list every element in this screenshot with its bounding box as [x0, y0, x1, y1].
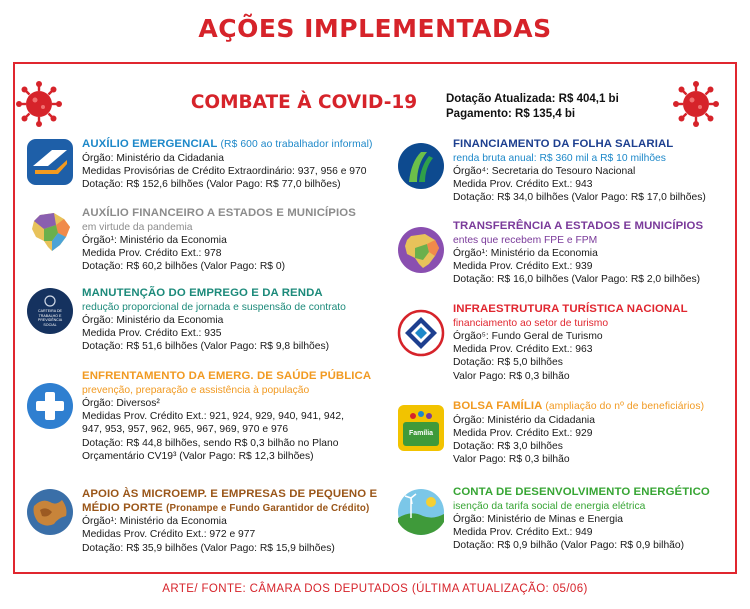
item-subtitle: em virtude da pandemia — [82, 221, 193, 233]
item-line: Dotação: R$ 34,0 bilhões (Valor Pago: R$ 17,0 bilhões) — [453, 192, 706, 204]
budget-totals — [446, 92, 619, 122]
item-title: TRANSFERÊNCIA A ESTADOS E MUNICÍPIOS — [453, 220, 704, 232]
item-line: Órgão: Diversos² — [82, 397, 160, 409]
action-conta-energetica — [397, 486, 710, 553]
health-cross-icon — [26, 382, 74, 430]
item-line: Dotação: R$ 44,8 bilhões, sendo R$ 0,3 bilhão no Plano — [82, 437, 339, 449]
action-folha-salarial — [397, 138, 706, 205]
action-auxilio-estados — [26, 207, 356, 274]
item-title: FINANCIAMENTO DA FOLHA SALARIAL — [453, 138, 674, 150]
brazil-map-icon — [26, 207, 74, 255]
item-line: Medida Prov. Crédito Ext.: 929 — [453, 427, 593, 439]
action-infraestrutura-turistica — [397, 303, 688, 383]
item-line: Medidas Provisórias de Crédito Extraordinário: 937, 956 e 970 — [82, 165, 367, 177]
action-auxilio-emergencial — [26, 138, 373, 191]
item-line: Medidas Prov. Crédito Ext.: 921, 924, 929, 940, 941, 942, — [82, 411, 344, 423]
item-line: Medida Prov. Crédito Ext.: 935 — [82, 328, 222, 340]
item-title-cont: MÉDIO PORTE (Pronampe e Fundo Garantidor de Crédito) — [82, 501, 370, 514]
item-line: Valor Pago: R$ 0,3 bilhão — [453, 454, 570, 466]
item-subtitle: isenção da tarifa social de energia elétrica — [453, 500, 646, 512]
source-footer: ARTE/ FONTE: CÂMARA DOS DEPUTADOS (ÚLTIMA ATUALIZAÇÃO: 05/06) — [162, 583, 588, 595]
item-line: Órgão¹: Ministério da Economia — [453, 247, 598, 259]
item-title: AUXÍLIO FINANCEIRO A ESTADOS E MUNICÍPIOS — [82, 207, 356, 219]
item-title: MANUTENÇÃO DO EMPREGO E DA RENDA — [82, 287, 323, 299]
item-line: Dotação: R$ 0,9 bilhão (Valor Pago: R$ 0,9 bilhão) — [453, 540, 685, 552]
bndes-logo-icon — [397, 142, 445, 190]
fungetur-logo-icon — [397, 309, 445, 357]
virus-icon — [673, 81, 719, 127]
action-bolsa-familia — [397, 400, 704, 467]
ctps-logo-text: CARTEIRA DE TRABALHO E PREVIDÊNCIA SOCIAL — [37, 309, 63, 327]
caixa-logo-icon — [26, 138, 74, 186]
item-line: Órgão: Ministério da Cidadania — [453, 414, 595, 426]
item-title: INFRAESTRUTURA TURÍSTICA NACIONAL — [453, 303, 688, 315]
item-line: Dotação: R$ 5,0 bilhões — [453, 357, 563, 369]
item-subtitle: redução proporcional de jornada e suspensão de contrato — [82, 301, 346, 313]
item-line: 947, 953, 957, 962, 965, 967, 969, 970 e 976 — [82, 424, 289, 436]
virus-icon — [16, 81, 62, 127]
action-manutencao-emprego — [26, 287, 346, 354]
item-title: APOIO ÀS MICROEMP. E EMPRESAS DE PEQUENO E — [82, 488, 378, 500]
page-title: AÇÕES IMPLEMENTADAS — [198, 14, 552, 43]
item-line: Órgão: Ministério de Minas e Energia — [453, 513, 623, 525]
item-line: Órgão¹: Ministério da Economia — [82, 516, 227, 528]
item-subtitle: prevenção, preparação e assistência à população — [82, 384, 310, 396]
item-line: Órgão⁴: Secretaria do Tesouro Nacional — [453, 165, 636, 177]
item-title: ENFRENTAMENTO DA EMERG. DE SAÚDE PÚBLICA — [82, 370, 372, 382]
item-line: Medida Prov. Crédito Ext.: 978 — [82, 248, 222, 260]
item-line: Dotação: R$ 60,2 bilhões (Valor Pago: R$ 0) — [82, 261, 286, 273]
item-line: Medida Prov. Crédito Ext.: 949 — [453, 527, 593, 539]
energy-landscape-icon — [397, 488, 445, 536]
item-line: Orçamentário CV19³ (Valor Pago: R$ 12,3 bilhões) — [82, 451, 314, 463]
action-saude-publica — [26, 370, 371, 463]
item-line: Dotação: R$ 3,0 bilhões — [453, 441, 563, 453]
item-subtitle: financiamento ao setor de turismo — [453, 317, 609, 329]
item-title: BOLSA FAMÍLIA (ampliação do nº de beneficiários) — [453, 400, 705, 412]
item-line: Órgão: Ministério da Cidadania — [82, 152, 224, 164]
brazil-map-icon — [397, 226, 445, 274]
item-line: Medida Prov. Crédito Ext.: 939 — [453, 261, 593, 273]
item-line: Medida Prov. Crédito Ext.: 963 — [453, 344, 593, 356]
item-line: Valor Pago: R$ 0,3 bilhão — [453, 370, 570, 382]
item-title: AUXÍLIO EMERGENCIAL (R$ 600 ao trabalhador informal) — [82, 138, 373, 150]
action-apoio-microempresas — [26, 488, 377, 555]
action-transferencia-estados — [397, 220, 703, 287]
item-line: Medida Prov. Crédito Ext.: 943 — [453, 179, 593, 191]
item-subtitle: entes que recebem FPE e FPM — [453, 234, 598, 246]
dotacao-total: Dotação Atualizada: R$ 404,1 bi — [446, 93, 619, 105]
item-line: Órgão⁵: Fundo Geral de Turismo — [453, 330, 603, 342]
bolsa-logo-text: Família — [408, 430, 434, 437]
ctps-icon — [26, 287, 74, 335]
bolsa-familia-icon — [397, 404, 445, 452]
item-subtitle: renda bruta anual: R$ 360 mil a R$ 10 milhões — [453, 152, 666, 164]
item-line: Órgão: Ministério da Economia — [82, 314, 224, 326]
item-line: Órgão¹: Ministério da Economia — [82, 234, 227, 246]
item-line: Medidas Prov. Crédito Ext.: 972 e 977 — [82, 529, 256, 541]
globe-icon — [26, 488, 74, 536]
item-title: CONTA DE DESENVOLVIMENTO ENERGÉTICO — [453, 486, 710, 498]
item-line: Dotação: R$ 35,9 bilhões (Valor Pago: R$ 15,9 bilhões) — [82, 542, 335, 554]
panel-title: COMBATE À COVID-19 — [190, 92, 418, 113]
pagamento-total: Pagamento: R$ 135,4 bi — [446, 108, 576, 120]
item-line: Dotação: R$ 152,6 bilhões (Valor Pago: R$ 77,0 bilhões) — [82, 179, 341, 191]
item-line: Dotação: R$ 51,6 bilhões (Valor Pago: R$ 9,8 bilhões) — [82, 341, 330, 353]
item-line: Dotação: R$ 16,0 bilhões (Valor Pago: R$ 2,0 bilhões) — [453, 274, 701, 286]
